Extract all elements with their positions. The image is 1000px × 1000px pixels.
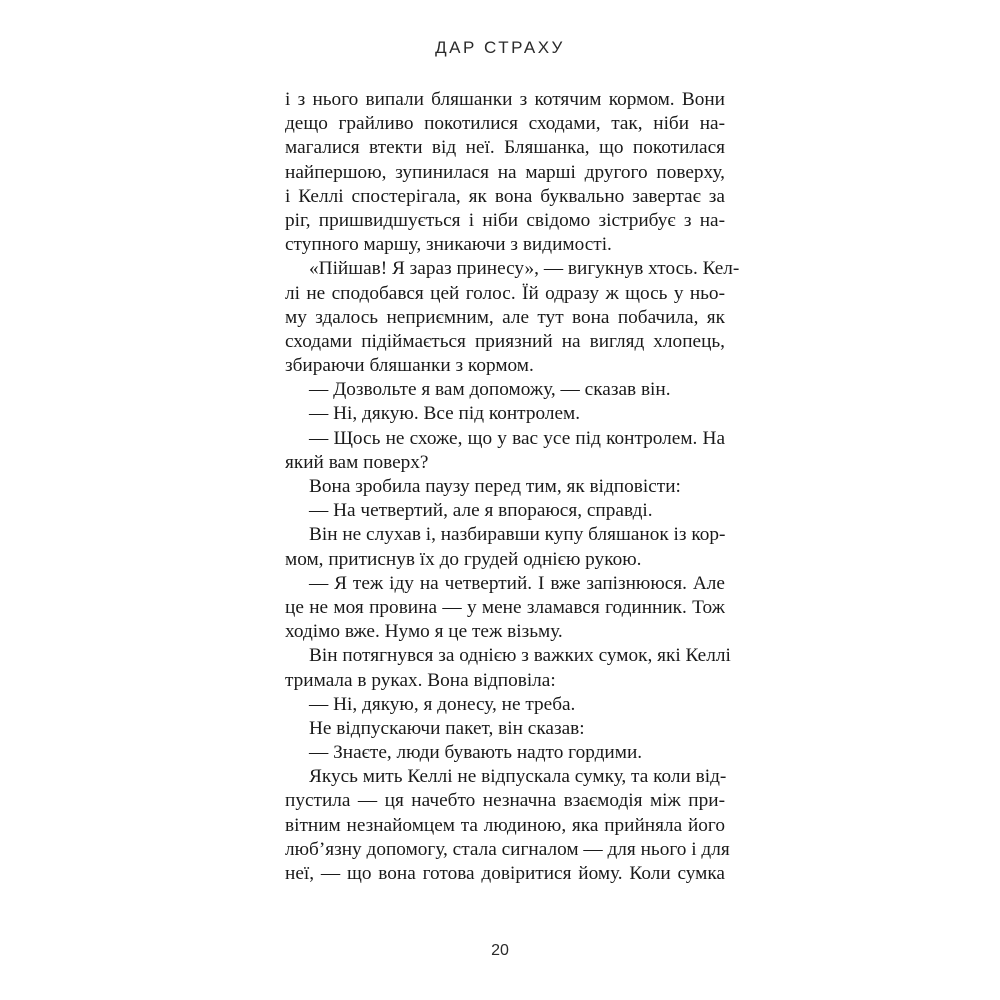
text-line: пустила — ця начебто незначна взаємодія між при- xyxy=(285,790,725,812)
text-line: Не відпускаючи пакет, він сказав: xyxy=(309,717,585,739)
text-line: люб’язну допомогу, стала сигналом — для нього і для xyxy=(285,838,730,860)
text-line: Він не слухав і, назбиравши купу бляшанок із кор- xyxy=(309,524,726,546)
text-line: «Пійшав! Я зараз принесу», — вигукнув хтось. Кел- xyxy=(309,258,740,280)
page-number: 20 xyxy=(491,942,509,959)
text-line: Він потягнувся за однією з важких сумок, які Келлі xyxy=(309,645,731,667)
text-line: — Ні, дякую. Все під контролем. xyxy=(309,403,581,425)
running-head-title: ДАР СТРАХУ xyxy=(435,38,565,57)
text-line: тримала в руках. Вона відповіла: xyxy=(285,669,556,691)
text-line: — Я теж іду на четвертий. І вже запізнююся. Але xyxy=(309,572,725,594)
text-line: ходімо вже. Нумо я це теж візьму. xyxy=(285,621,563,643)
text-line: лі не сподобався цей голос. Їй одразу ж щось у ньо- xyxy=(285,282,725,304)
page-body-text xyxy=(285,88,740,886)
text-line: му здалось неприємним, але тут вона побачила, як xyxy=(285,306,725,328)
text-line: збираючи бляшанки з кормом. xyxy=(285,355,534,377)
text-line: ріг, пришвидшується і ніби свідомо зістрибує з на- xyxy=(285,209,725,231)
text-line: найпершою, зупинилася на марші другого поверху, xyxy=(285,161,725,183)
text-line: Вона зробила паузу перед тим, як відповісти: xyxy=(309,476,681,497)
text-line: який вам поверх? xyxy=(285,451,429,473)
text-line: дещо грайливо покотилися сходами, так, ніби на- xyxy=(285,113,725,135)
text-line: — На четвертий, але я впораюся, справді. xyxy=(309,500,653,522)
text-line: мом, притиснув їх до грудей однією рукою. xyxy=(285,548,642,570)
text-line: магалися втекти від неї. Бляшанка, що покотилася xyxy=(285,137,725,159)
text-line: і з нього випали бляшанки з котячим кормом. Вони xyxy=(285,89,725,110)
text-line: — Щось не схоже, що у вас усе під контролем. На xyxy=(309,427,725,449)
text-line: неї, — що вона готова довіритися йому. Коли сумка xyxy=(285,863,725,884)
text-line: — Ні, дякую, я донесу, не треба. xyxy=(309,693,576,715)
text-line: ступного маршу, зникаючи з видимості. xyxy=(285,234,612,256)
text-line: вітним незнайомцем та людиною, яка прийняла його xyxy=(285,814,725,836)
text-line: це не моя провина — у мене зламався годинник. Тож xyxy=(285,596,725,618)
text-line: сходами підіймається приязний на вигляд хлопець, xyxy=(285,330,725,352)
text-line: — Знаєте, люди бувають надто гордими. xyxy=(309,742,643,764)
text-line: Якусь мить Келлі не відпускала сумку, та коли від- xyxy=(309,766,727,788)
text-line: — Дозвольте я вам допоможу, — сказав він. xyxy=(309,379,671,401)
text-line: і Келлі спостерігала, як вона буквально завертає за xyxy=(285,185,725,207)
